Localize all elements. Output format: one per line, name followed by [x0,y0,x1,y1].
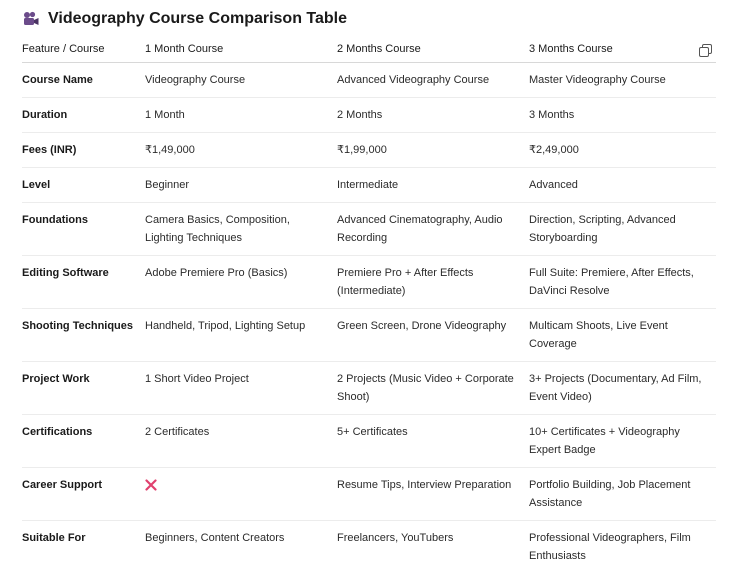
table-cell: ₹1,49,000 [145,133,337,168]
cross-mark-icon [145,479,157,491]
table-cell: 10+ Certificates + Videography Expert Badge [529,415,716,468]
table-cell: 3 Months [529,98,716,133]
feature-cell: Level [22,168,145,203]
feature-cell: Shooting Techniques [22,309,145,362]
table-cell: Beginners, Content Creators [145,521,337,573]
feature-cell: Duration [22,98,145,133]
page-title [22,10,347,28]
table-row [22,256,716,309]
feature-cell: Suitable For [22,521,145,573]
table-cell: Master Videography Course [529,63,716,98]
feature-cell: Foundations [22,203,145,256]
header-1-month: 1 Month Course [145,36,337,63]
feature-cell: Course Name [22,63,145,98]
table-row [22,168,716,203]
table-cell: Premiere Pro + After Effects (Intermediate) [337,256,529,309]
table-cell: Green Screen, Drone Videography [337,309,529,362]
table-cell: Full Suite: Premiere, After Effects, DaVinci Resolve [529,256,716,309]
table-cell: Resume Tips, Interview Preparation [337,468,529,521]
table-cell: Direction, Scripting, Advanced Storyboarding [529,203,716,256]
feature-cell: Fees (INR) [22,133,145,168]
feature-cell: Career Support [22,468,145,521]
title-text: Videography Course Comparison Table [48,10,347,28]
table-row [22,98,716,133]
table-cell: Advanced Cinematography, Audio Recording [337,203,529,256]
table-row [22,521,716,573]
table-cell: Videography Course [145,63,337,98]
table-cell: 2 Projects (Music Video + Corporate Shoot) [337,362,529,415]
table-cell: Advanced Videography Course [337,63,529,98]
feature-cell: Certifications [22,415,145,468]
table-cell: Portfolio Building, Job Placement Assistance [529,468,716,521]
table-row [22,133,716,168]
table-cell: ₹1,99,000 [337,133,529,168]
feature-cell: Editing Software [22,256,145,309]
feature-cell: Project Work [22,362,145,415]
table-cell: Advanced [529,168,716,203]
movie-camera-icon [22,10,40,28]
table-cell: Professional Videographers, Film Enthusiasts [529,521,716,573]
table-cell [145,468,337,521]
table-header-row [22,36,716,63]
table-row [22,415,716,468]
table-row [22,468,716,521]
table-row [22,309,716,362]
table-cell: Adobe Premiere Pro (Basics) [145,256,337,309]
table-cell: 2 Certificates [145,415,337,468]
comparison-table [22,36,716,573]
table-cell: 1 Short Video Project [145,362,337,415]
table-cell: Multicam Shoots, Live Event Coverage [529,309,716,362]
table-cell: 1 Month [145,98,337,133]
table-cell: Beginner [145,168,337,203]
table-cell: Freelancers, YouTubers [337,521,529,573]
table-cell: 2 Months [337,98,529,133]
table-cell: Camera Basics, Composition, Lighting Techniques [145,203,337,256]
header-2-months: 2 Months Course [337,36,529,63]
table-cell: Handheld, Tripod, Lighting Setup [145,309,337,362]
table-row [22,63,716,98]
table-cell: Intermediate [337,168,529,203]
header-3-months: 3 Months Course [529,36,716,63]
table-cell: 5+ Certificates [337,415,529,468]
table-row [22,362,716,415]
table-cell: 3+ Projects (Documentary, Ad Film, Event Video) [529,362,716,415]
header-feature: Feature / Course [22,36,145,63]
table-row [22,203,716,256]
table-cell: ₹2,49,000 [529,133,716,168]
